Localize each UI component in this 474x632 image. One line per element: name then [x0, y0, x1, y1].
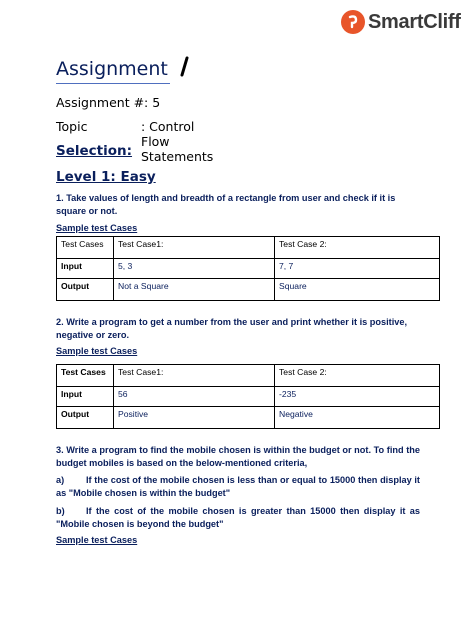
sample-label-1: Sample test Cases: [56, 223, 138, 233]
table-header-row: [57, 365, 440, 387]
topic-value: : Control Flow Statements: [141, 119, 214, 164]
table-cell: -235: [275, 387, 440, 407]
table-cell: Test Case1:: [114, 365, 275, 387]
table-cell: 5, 3: [114, 259, 275, 279]
section-heading: Selection:: [56, 143, 133, 159]
topic-label: Topic: [56, 119, 88, 134]
table-cell: Input: [57, 387, 114, 407]
table-cell: Output: [57, 407, 114, 429]
criteria-b-text: If the cost of the mobile chosen is greater than 15000 then display it as "Mobile chosen is beyond the budget": [56, 506, 420, 529]
pen-stroke-icon: [178, 56, 192, 78]
table-cell: 7, 7: [275, 259, 440, 279]
question-2: 2. Write a program to get a number from the user and print whether it is positive, negative or zero.: [56, 317, 408, 340]
sample-label-2: Sample test Cases: [56, 346, 138, 356]
criteria-a-label: a): [56, 475, 65, 485]
assignment-number: Assignment #: 5: [56, 95, 161, 110]
table-cell: Output: [57, 279, 114, 301]
table-cell: 56: [114, 387, 275, 407]
criteria-a-text: If the cost of the mobile chosen is less than or equal to 15000 then display it as "Mobile chosen is within the budget": [56, 475, 420, 498]
table-row: [57, 387, 440, 407]
table-row: [57, 407, 440, 429]
table-cell: Negative: [275, 407, 440, 429]
brand-name: SmartCliff: [368, 10, 461, 33]
table-row: [57, 259, 440, 279]
table-cell: Square: [275, 279, 440, 301]
smartcliff-logo: [341, 10, 461, 34]
table-cell: Test Cases: [57, 365, 114, 387]
test-case-table-2: [56, 364, 440, 429]
table-row: [57, 279, 440, 301]
test-case-table-1: [56, 236, 440, 301]
sample-label-3: Sample test Cases: [56, 535, 138, 545]
table-cell: Test Case1:: [114, 237, 275, 259]
table-cell: Test Case 2:: [275, 365, 440, 387]
level-heading: Level 1: Easy: [56, 169, 156, 185]
title-underline: [56, 83, 170, 84]
table-cell: Test Case 2:: [275, 237, 440, 259]
criteria-b-label: b): [56, 506, 65, 516]
table-cell: Input: [57, 259, 114, 279]
page-title: Assignment: [56, 58, 168, 80]
smartcliff-logo-icon: [341, 10, 365, 34]
table-cell: Positive: [114, 407, 275, 429]
criteria-b: [56, 505, 420, 530]
criteria-a: [56, 474, 420, 499]
table-header-row: [57, 237, 440, 259]
table-cell: Not a Square: [114, 279, 275, 301]
table-cell: Test Cases: [57, 237, 114, 259]
question-1: 1. Take values of length and breadth of a rectangle from user and check if it is square or not.: [56, 193, 396, 216]
question-3: 3. Write a program to find the mobile chosen is within the budget or not. To find the budget mobiles is based on the below-mentioned criteria,: [56, 445, 420, 468]
